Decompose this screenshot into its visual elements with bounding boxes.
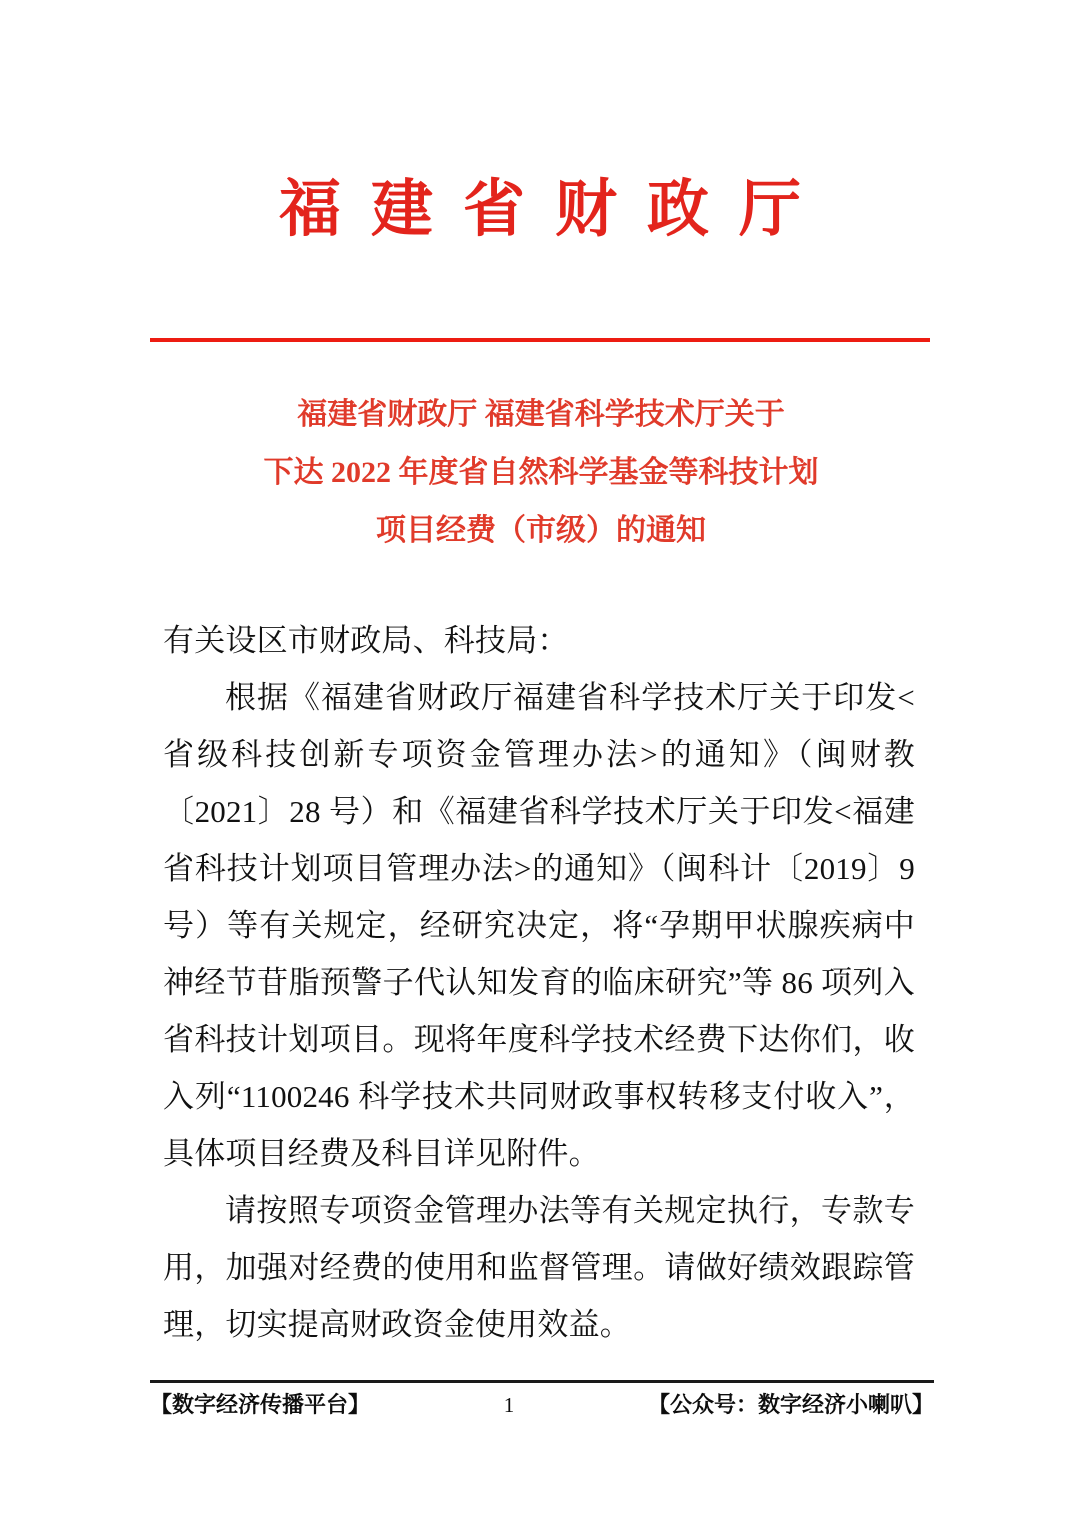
masthead (150, 178, 930, 243)
document-title-line-3: 项目经费（市级）的通知 (376, 514, 706, 547)
issuing-agency-masthead: 福建省财政厅 (278, 176, 831, 244)
page-footer (150, 1380, 934, 1419)
document-body (163, 612, 915, 1353)
document-title-line-1: 福建省财政厅 福建省科学技术厅关于 (297, 398, 785, 431)
footer-account-label: 【公众号：数字经济小喇叭】 (647, 1392, 934, 1417)
document-title-line-2: 下达 2022 年度省自然科学基金等科技计划 (263, 456, 819, 489)
body-paragraph-1: 根据《福建省财政厅福建省科学技术厅关于印发<省级科技创新专项资金管理办法>的通知》（闽财教〔2021〕28 号）和《福建省科学技术厅关于印发<福建省科技计划项目管理办法>的通知》（闽科计〔2019〕9 号）等有关规定，经研究决定，将“孕期甲状腺疾病中神经节苷脂预警子代认知发育的临床研究”等 86 项列入省科技计划项目。现将年度科学技术经费下达你们，收入列“1100246 科学技术共同财政事权转移支付收入”，具体项目经费及科目详见附件。 (163, 680, 915, 1171)
document-title (150, 386, 932, 560)
body-paragraph-2: 请按照专项资金管理办法等有关规定执行，专款专用，加强对经费的使用和监督管理。请做好绩效跟踪管理，切实提高财政资金使用效益。 (163, 1193, 915, 1342)
masthead-red-divider (150, 338, 930, 342)
page-number: 1 (503, 1393, 515, 1417)
salutation: 有关设区市财政局、科技局： (163, 623, 569, 658)
footer-row (150, 1383, 934, 1419)
footer-platform-label: 【数字经济传播平台】 (150, 1392, 371, 1417)
